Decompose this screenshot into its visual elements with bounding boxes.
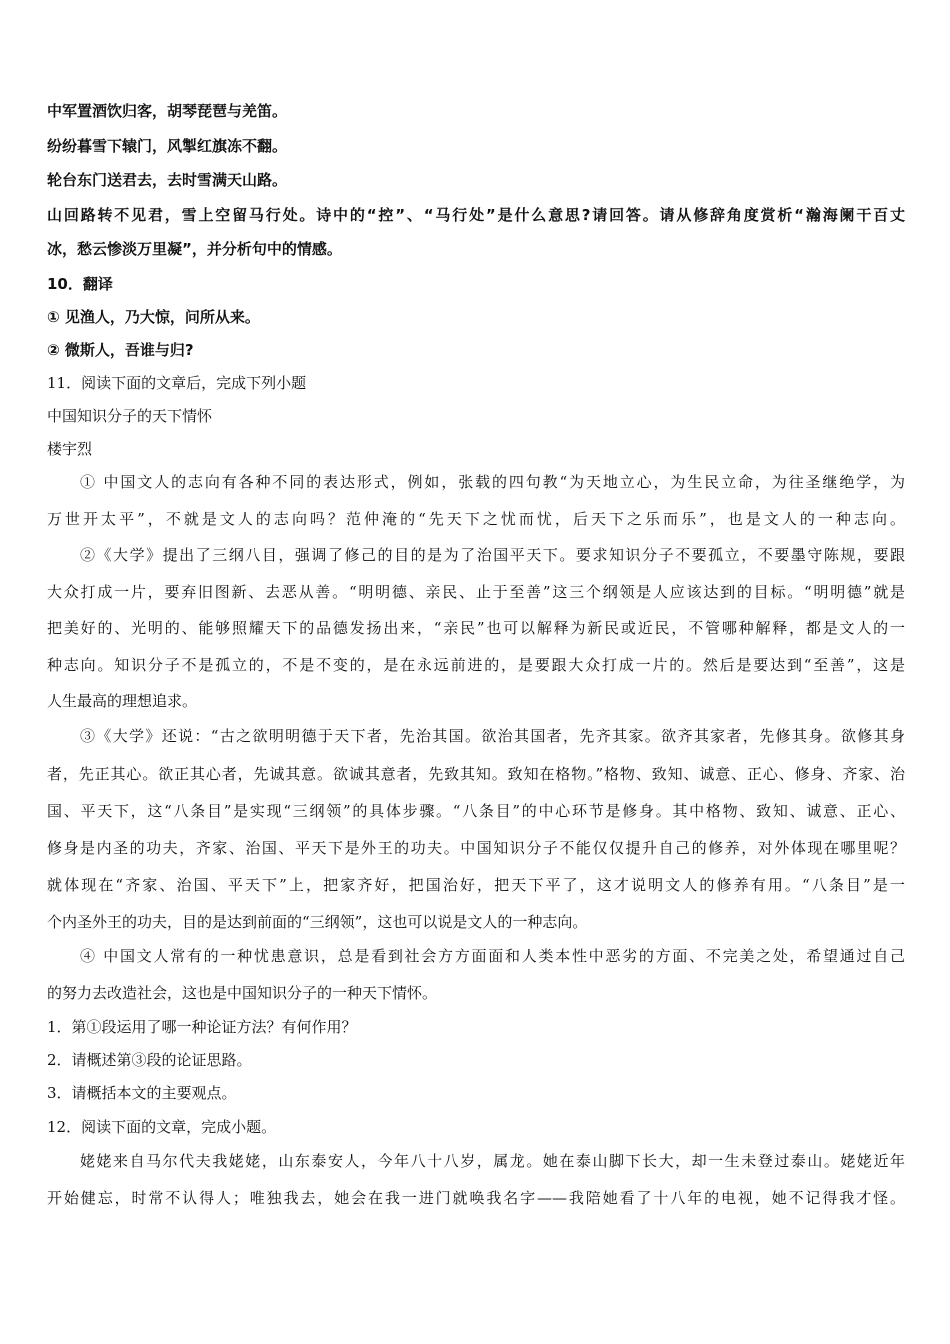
paragraph-3-line: ③《大学》还说：“古之欲明明德于天下者，先治其国。欲治其国者，先齐其家。欲齐其家者，先修其身。欲修其身 xyxy=(80,727,905,745)
paragraph-3-line: 就体现在“齐家、治国、平天下”上，把家齐好，把国治好，把天下平了，这才说明文人的修养有用。“八条目”是一 xyxy=(47,876,905,894)
story-paragraph-line: 开始健忘，时常不认得人；唯独我去，她会在我一进门就唤我名字——我陪她看了十八年的电视，她不记得我才怪。 xyxy=(47,1189,905,1207)
paragraph-3-line: 个内圣外王的功夫，目的是达到前面的“三纲领”，这也可以说是文人的一种志向。 xyxy=(47,913,588,931)
question-11-prompt: 11．阅读下面的文章后，完成下列小题 xyxy=(47,374,307,392)
sub-question-3: 3．请概括本文的主要观点。 xyxy=(47,1084,237,1102)
question-10-item-2: ② 微斯人，吾谁与归? xyxy=(47,341,194,359)
poem-line-1: 中军置酒饮归客，胡琴琵琶与羌笛。 xyxy=(47,102,288,120)
paragraph-2-line: ②《大学》提出了三纲八目，强调了修己的目的是为了治国平天下。要求知识分子不要孤立，不要墨守陈规，要跟 xyxy=(80,546,905,564)
sub-question-2: 2．请概述第③段的论证思路。 xyxy=(47,1051,252,1069)
paragraph-3-line: 修身是内圣的功夫，齐家、治国、平天下是外王的功夫。中国知识分子不能仅仅提升自己的修养，对外体现在哪里呢？ xyxy=(47,839,905,857)
paragraph-1-line: ① 中国文人的志向有各种不同的表达形式，例如，张载的四句教“为天地立心，为生民立命，为往圣继绝学，为 xyxy=(80,473,905,491)
question-10-heading: 10．翻译 xyxy=(47,275,113,293)
paragraph-3-line: 者，先正其心。欲正其心者，先诚其意。欲诚其意者，先致其知。致知在格物。”格物、致知、诚意、正心、修身、齐家、治 xyxy=(47,765,905,783)
paragraph-4-line: ④ 中国文人常有的一种忧患意识，总是看到社会方方面面和人类本性中恶劣的方面、不完美之处，希望通过自己 xyxy=(80,947,905,965)
poem-line-4: 山回路转不见君，雪上空留马行处。诗中的“控”、“马行处”是什么意思?请回答。请从修辞角度赏析“瀚海阑干百丈 xyxy=(47,206,905,224)
question-12-prompt: 12．阅读下面的文章，完成小题。 xyxy=(47,1118,277,1136)
paragraph-2-line: 把美好的、光明的、能够照耀天下的品德发扬出来，“亲民”也可以解释为新民或近民，不管哪种解释，都是文人的一 xyxy=(47,619,905,637)
paragraph-2-line: 人生最高的理想追求。 xyxy=(47,692,198,710)
story-paragraph-line: 姥姥来自马尔代夫我姥姥，山东泰安人，今年八十八岁，属龙。她在泰山脚下长大，却一生未登过泰山。姥姥近年 xyxy=(80,1152,905,1170)
poem-line-5: 冰，愁云惨淡万里凝”，并分析句中的情感。 xyxy=(47,240,342,258)
article-author: 楼宇烈 xyxy=(47,440,93,458)
article-title: 中国知识分子的天下情怀 xyxy=(47,407,213,425)
paragraph-3-line: 国、平天下，这“八条目”是实现“三纲领”的具体步骤。“八条目”的中心环节是修身。其中格物、致知、诚意、正心、 xyxy=(47,802,905,820)
poem-line-3: 轮台东门送君去，去时雪满天山路。 xyxy=(47,171,288,189)
paragraph-2-line: 种志向。知识分子不是孤立的，不是不变的，是在永远前进的，是要跟大众打成一片的。然后是要达到“至善”，这是 xyxy=(47,656,905,674)
sub-question-1: 1．第①段运用了哪一种论证方法？有何作用？ xyxy=(47,1018,357,1036)
question-10-item-1: ① 见渔人，乃大惊，问所从来。 xyxy=(47,308,260,326)
poem-line-2: 纷纷暮雪下辕门，风掣红旗冻不翻。 xyxy=(47,137,288,155)
paragraph-2-line: 大众打成一片，要弃旧图新、去恶从善。“明明德、亲民、止于至善”这三个纲领是人应该达到的目标。“明明德”就是 xyxy=(47,583,905,601)
paragraph-4-line: 的努力去改造社会，这也是中国知识分子的一种天下情怀。 xyxy=(47,984,438,1002)
paragraph-1-line: 万世开太平”，不就是文人的志向吗？范仲淹的“先天下之忧而忧，后天下之乐而乐”，也是文人的一种志向。 xyxy=(47,510,905,528)
